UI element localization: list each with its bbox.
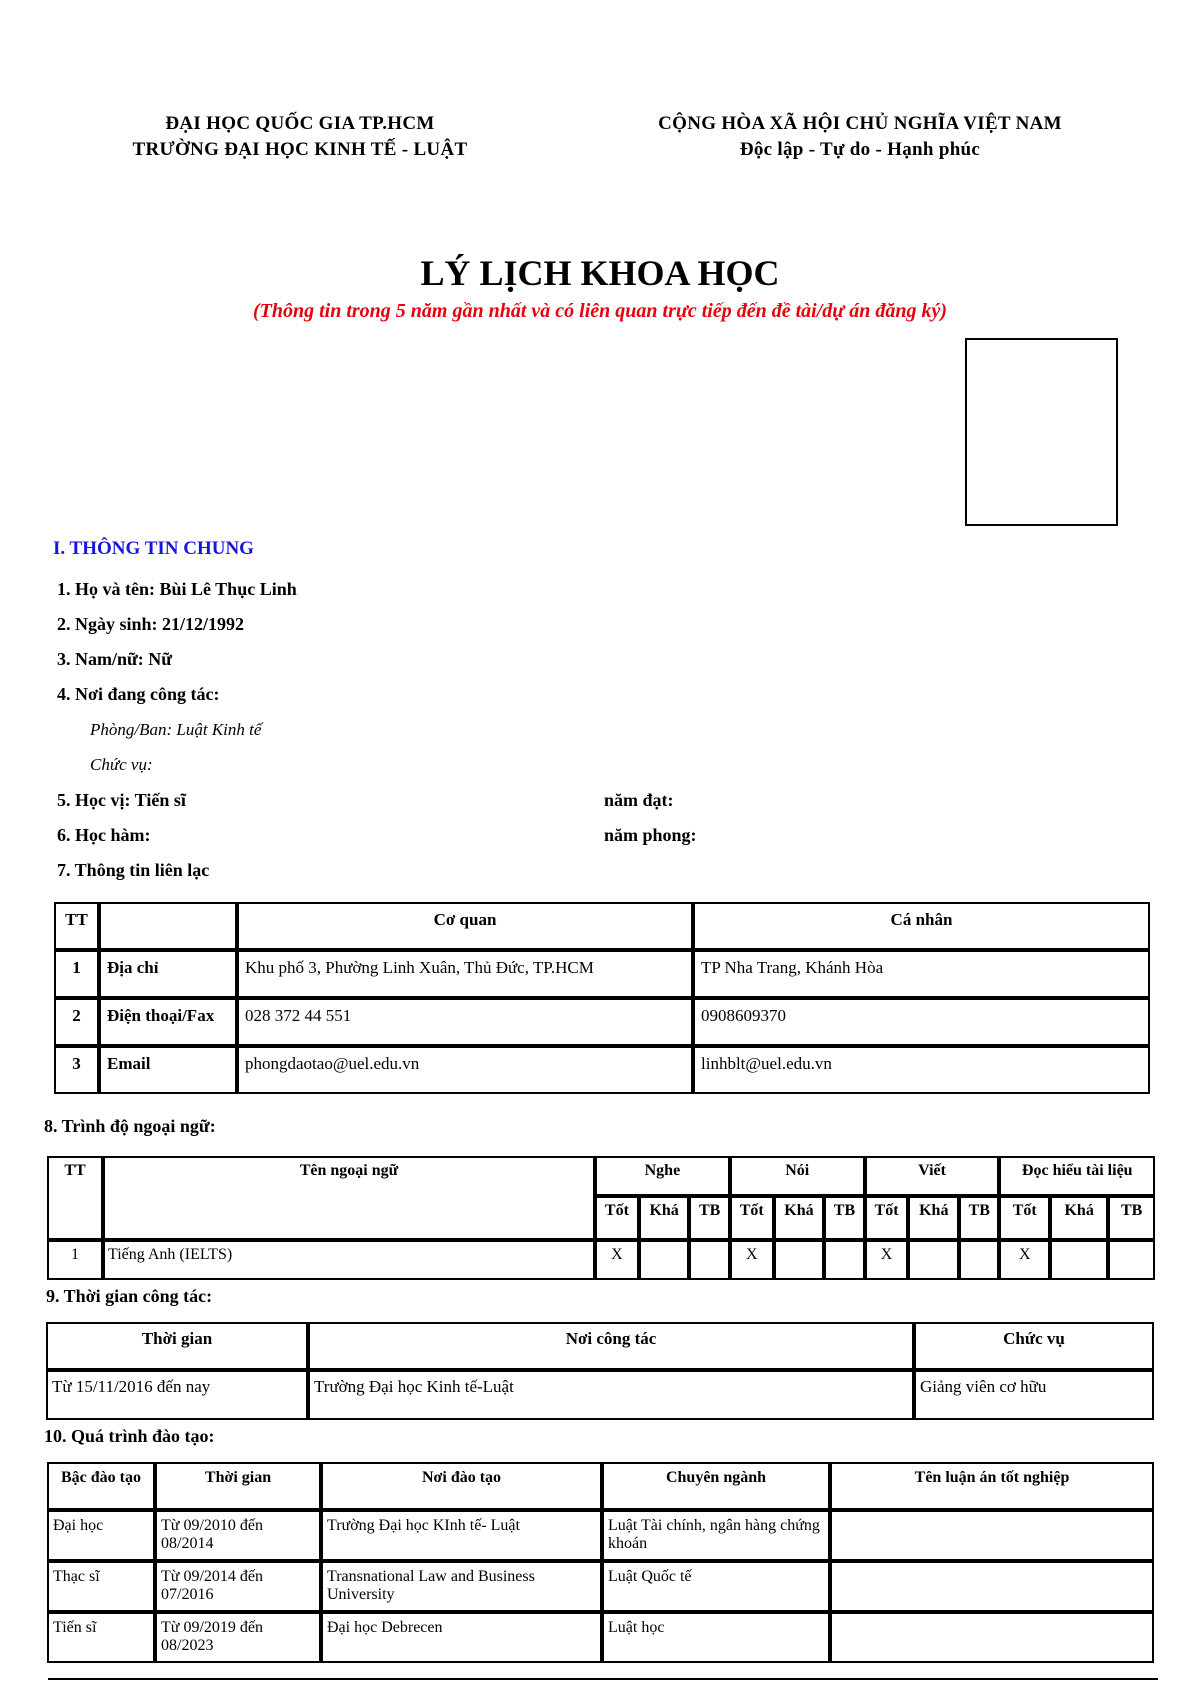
table-cell: linhblt@uel.edu.vn [693, 1046, 1150, 1094]
table-cell: Luật học [602, 1612, 830, 1663]
table-cell: X [999, 1240, 1049, 1280]
table-row [54, 1046, 1150, 1094]
table-row [54, 950, 1150, 998]
table-row [46, 1370, 1154, 1420]
table-header-cell: Nói [730, 1156, 865, 1196]
table-header-cell: Đọc hiểu tài liệu [999, 1156, 1155, 1196]
table-header-cell: Nơi công tác [308, 1322, 914, 1370]
table-row [47, 1510, 1154, 1561]
table-cell: Tiếng Anh (IELTS) [103, 1240, 595, 1280]
document-subtitle: (Thông tin trong 5 năm gần nhất và có liên quan trực tiếp đến đề tài/dự án đăng ký) [252, 300, 948, 322]
table-header-cell: Chức vụ [914, 1322, 1154, 1370]
table-cell: X [730, 1240, 774, 1280]
table-header-row [47, 1462, 1154, 1510]
field-title-rank: 6. Học hàm: [57, 825, 151, 845]
table-header-cell: Thời gian [155, 1462, 321, 1510]
field-gender: 3. Nam/nữ: Nữ [57, 649, 173, 669]
table-cell: phongdaotao@uel.edu.vn [237, 1046, 693, 1094]
table-cell: Transnational Law and Business University [321, 1561, 602, 1612]
table-row [47, 1561, 1154, 1612]
table-cell: Tiến sĩ [47, 1612, 155, 1663]
table-cell [908, 1240, 959, 1280]
table-cell: 1 [47, 1240, 103, 1280]
field-degree: 5. Học vị: Tiến sĩ [57, 790, 186, 810]
table-header-cell: TT [47, 1156, 103, 1240]
table-header-row [46, 1322, 1154, 1370]
table-cell: X [865, 1240, 909, 1280]
table-row [47, 1612, 1154, 1663]
table-cell: Từ 09/2019 đến 08/2023 [155, 1612, 321, 1663]
table-cell: Trường Đại học Kinh tế-Luật [308, 1370, 914, 1420]
field-degree-year: năm đạt: [604, 790, 674, 810]
section-education: 10. Quá trình đào tạo: [44, 1426, 215, 1446]
section-general-info: I. THÔNG TIN CHUNG [53, 538, 254, 559]
table-header-cell: Tốt [595, 1196, 639, 1240]
table-header-cell: TT [54, 902, 99, 950]
page-cutoff-line [48, 1678, 1158, 1680]
section-language: 8. Trình độ ngoại ngữ: [44, 1116, 216, 1136]
table-cell: TP Nha Trang, Khánh Hòa [693, 950, 1150, 998]
table-header-cell: Chuyên ngành [602, 1462, 830, 1510]
table-header-cell: Khá [639, 1196, 690, 1240]
table-header-cell: Khá [908, 1196, 959, 1240]
table-row [54, 998, 1150, 1046]
table-cell [689, 1240, 729, 1280]
table-cell: Điện thoại/Fax [99, 998, 237, 1046]
table-cell: Từ 15/11/2016 đến nay [46, 1370, 308, 1420]
table-header-cell: Cơ quan [237, 902, 693, 950]
table-row [47, 1240, 1155, 1280]
table-header-cell: Bậc đào tạo [47, 1462, 155, 1510]
table-header-cell: Cá nhân [693, 902, 1150, 950]
header-right-line2: Độc lập - Tự do - Hạnh phúc [739, 139, 981, 160]
table-cell: Email [99, 1046, 237, 1094]
table-header-cell: Khá [1050, 1196, 1108, 1240]
contact-table [54, 902, 1150, 1094]
education-table [47, 1462, 1154, 1663]
field-title-year: năm phong: [604, 825, 697, 845]
table-header-cell: TB [959, 1196, 999, 1240]
table-cell: 2 [54, 998, 99, 1046]
field-name: 1. Họ và tên: Bùi Lê Thục Linh [57, 579, 297, 599]
table-header-cell: Viết [865, 1156, 1000, 1196]
table-cell [824, 1240, 864, 1280]
table-cell: 028 372 44 551 [237, 998, 693, 1046]
document-title: LÝ LỊCH KHOA HỌC [420, 253, 780, 293]
table-header-row [47, 1156, 1155, 1196]
table-cell: Từ 09/2014 đến 07/2016 [155, 1561, 321, 1612]
table-header-cell: TB [1108, 1196, 1155, 1240]
field-dob: 2. Ngày sinh: 21/12/1992 [57, 614, 245, 634]
table-cell [830, 1561, 1154, 1612]
table-cell: Đại học Debrecen [321, 1612, 602, 1663]
table-cell: Luật Tài chính, ngân hàng chứng khoán [602, 1510, 830, 1561]
table-cell: 3 [54, 1046, 99, 1094]
work-table [46, 1322, 1154, 1420]
table-cell: Giảng viên cơ hữu [914, 1370, 1154, 1420]
table-cell: Đại học [47, 1510, 155, 1561]
table-header-cell: Tốt [865, 1196, 909, 1240]
table-cell [830, 1612, 1154, 1663]
table-cell [959, 1240, 999, 1280]
table-header-cell: Khá [774, 1196, 825, 1240]
table-header-cell: Nghe [595, 1156, 730, 1196]
table-cell: Địa chỉ [99, 950, 237, 998]
photo-placeholder [965, 338, 1118, 526]
table-header-cell [99, 902, 237, 950]
table-cell [830, 1510, 1154, 1561]
field-contact: 7. Thông tin liên lạc [57, 860, 210, 880]
table-header-cell: Tên luận án tốt nghiệp [830, 1462, 1154, 1510]
table-cell: 0908609370 [693, 998, 1150, 1046]
table-header-cell: Tốt [730, 1196, 774, 1240]
table-header-cell: Thời gian [46, 1322, 308, 1370]
header-left-line2: TRƯỜNG ĐẠI HỌC KINH TẾ - LUẬT [132, 139, 468, 160]
table-cell [639, 1240, 690, 1280]
field-department: Phòng/Ban: Luật Kinh tế [90, 720, 262, 739]
table-header-cell: Tốt [999, 1196, 1049, 1240]
table-header-cell: TB [824, 1196, 864, 1240]
table-cell [1108, 1240, 1155, 1280]
table-cell: Thạc sĩ [47, 1561, 155, 1612]
table-cell: Trường Đại học KInh tế- Luật [321, 1510, 602, 1561]
field-workplace: 4. Nơi đang công tác: [57, 684, 220, 704]
table-cell: Từ 09/2010 đến 08/2014 [155, 1510, 321, 1561]
table-header-cell: TB [689, 1196, 729, 1240]
table-cell: X [595, 1240, 639, 1280]
field-position: Chức vụ: [90, 755, 153, 774]
table-cell: Luật Quốc tế [602, 1561, 830, 1612]
table-header-cell: Nơi đào tạo [321, 1462, 602, 1510]
table-cell: 1 [54, 950, 99, 998]
section-work: 9. Thời gian công tác: [46, 1286, 213, 1306]
table-cell [1050, 1240, 1108, 1280]
header-right-line1: CỘNG HÒA XÃ HỘI CHỦ NGHĨA VIỆT NAM [658, 113, 1062, 134]
table-header-cell: Tên ngoại ngữ [103, 1156, 595, 1240]
table-cell: Khu phố 3, Phường Linh Xuân, Thủ Đức, TP.HCM [237, 950, 693, 998]
table-cell [774, 1240, 825, 1280]
language-table [47, 1156, 1155, 1280]
header-left-line1: ĐẠI HỌC QUỐC GIA TP.HCM [165, 113, 435, 134]
table-header-row [54, 902, 1150, 950]
